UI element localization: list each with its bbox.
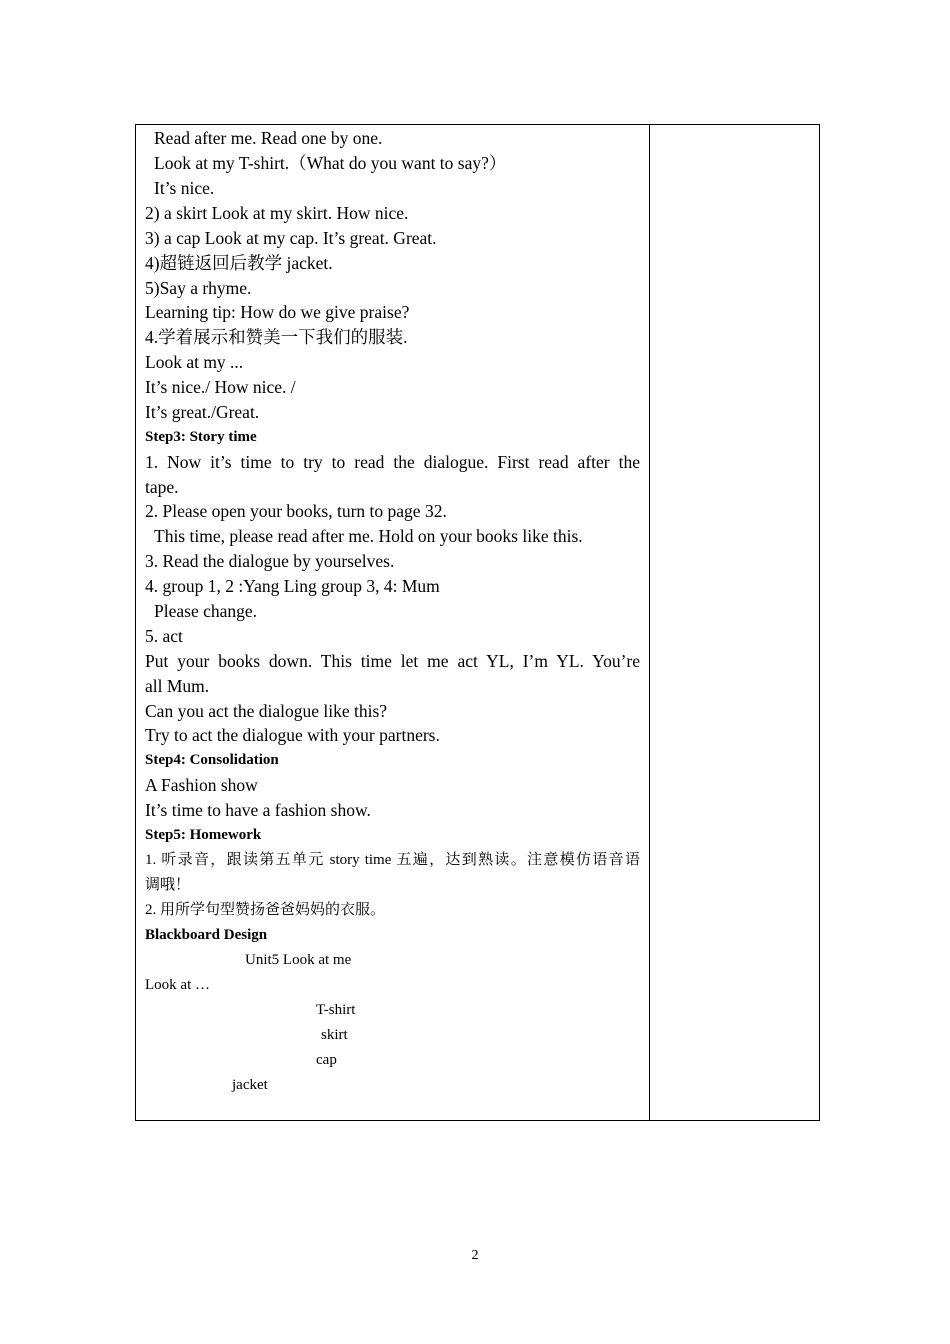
text-line: Can you act the dialogue like this? [145,701,388,721]
section-heading: Step5: Homework [145,827,262,843]
text-line: 4.学着展示和赞美一下我们的服装. [145,327,408,347]
text-line: This time, please read after me. Hold on your books like this. [154,526,583,546]
blackboard-title: Unit5 Look at me [245,952,352,968]
text-line: 5. act [145,626,183,646]
text-line: 调哦！ [145,877,191,893]
text-line: 2. 用所学句型赞扬爸爸妈妈的衣服。 [145,902,386,918]
blackboard-word: cap [316,1052,337,1068]
text-line: Learning tip: How do we give praise? [145,302,410,322]
text-line: A Fashion show [145,775,258,795]
text-line: Look at … [145,977,210,993]
text-line: Look at my ... [145,352,244,372]
text-line: Read after me. Read one by one. [154,128,383,148]
page-number: 2 [471,1248,479,1263]
text-line: 1. Now it’s time to try to read the dialogue. First read after the [145,452,640,472]
text-line: 2. Please open your books, turn to page 32. [145,501,447,521]
text-line: Please change. [154,601,258,621]
blackboard-word: jacket [232,1077,268,1093]
text-line: It’s great./Great. [145,402,260,422]
section-heading: Blackboard Design [145,927,268,943]
text-line: 1. 听录音，跟读第五单元 story time 五遍，达到熟读。注意模仿语音语 [145,852,640,868]
text-line: It’s nice./ How nice. / [145,377,296,397]
text-line: all Mum. [145,676,210,696]
section-heading: Step3: Story time [145,429,257,445]
text-line: Look at my T-shirt.（What do you want to say?） [154,153,507,173]
blackboard-word: skirt [321,1027,348,1043]
column-divider [649,125,650,1120]
blackboard-word: T-shirt [316,1002,356,1018]
text-line: tape. [145,477,179,497]
text-line: 2) a skirt Look at my skirt. How nice. [145,203,409,223]
text-line: 3. Read the dialogue by yourselves. [145,551,395,571]
text-line: Try to act the dialogue with your partners. [145,725,440,745]
text-line: 4. group 1, 2 :Yang Ling group 3, 4: Mum [145,576,440,596]
text-line: 3) a cap Look at my cap. It’s great. Great. [145,228,437,248]
lesson-table [135,124,820,1121]
text-line: 5)Say a rhyme. [145,278,252,298]
text-line: It’s time to have a fashion show. [145,800,371,820]
text-line: It’s nice. [154,178,215,198]
text-line: Put your books down. This time let me act YL, I’m YL. You’re [145,651,640,671]
text-line: 4)超链返回后教学 jacket. [145,253,333,273]
section-heading: Step4: Consolidation [145,752,279,768]
